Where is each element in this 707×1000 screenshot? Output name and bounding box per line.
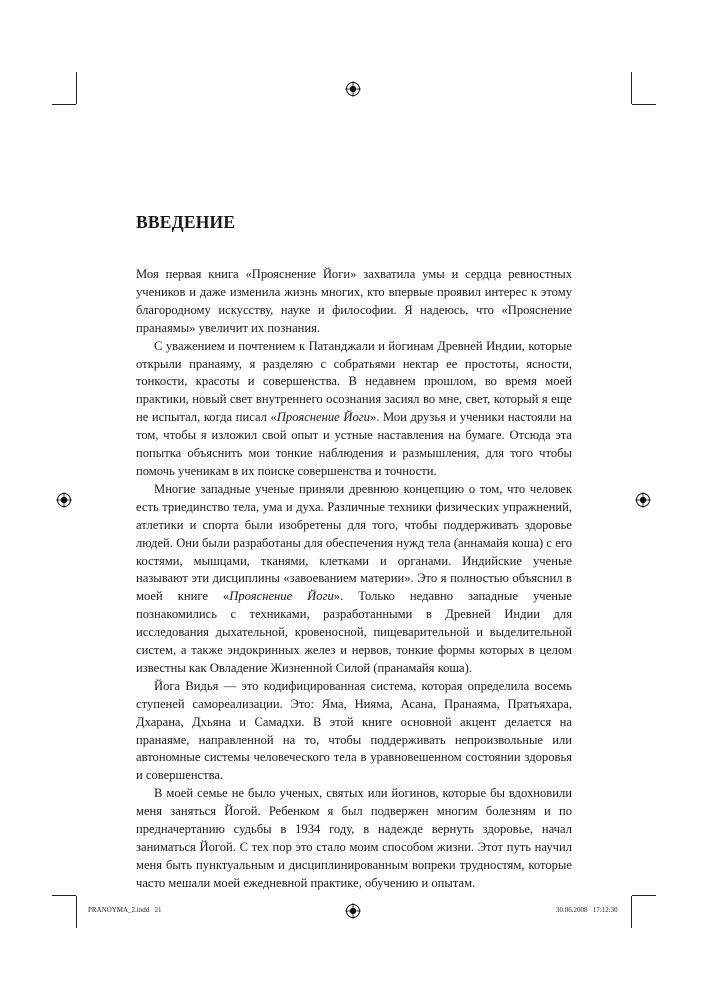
crop-mark [52, 895, 76, 896]
registration-mark-icon [635, 492, 651, 508]
crop-mark [76, 896, 77, 928]
paragraph [136, 678, 572, 785]
text-run: С уважением и почтением к Патанджали и йогинам Древней Индии, которые открыли пранаяму, я разделяю с собратьями нектар ее простоты, ясности, тонкости, красоты и совершенства. В недавнем прошлом, во время моей практики, новый свет внутреннего осознания засиял во мне, свет, который я еще не испытал, когда писал « [136, 338, 572, 425]
registration-mark-icon [345, 81, 361, 97]
crop-mark [76, 72, 77, 104]
paragraph [136, 481, 572, 678]
text-run: ». Только недавно западные ученые познакомились с техниками, разработанными в Древней Индии для исследования дыхательной, кровеносной, пищеварительной и выделительной систем, а также эндокринных желез и нервов, тонкие формы которых в целом известны как Овладение Жизненной Силой (пранамайя коша). [136, 589, 572, 675]
registration-mark-icon [56, 492, 72, 508]
text-run: Йога Видья — это кодифицированная система, которая определила восемь ступеней самореализации. Это: Яма, Нияма, Асана, Пранаяма, Пратьяхара, Дхарана, Дхьяна и Самадхи. В этой книге основной акцент делается на пранаяме, направленной на то, чтобы поддерживать непроизвольные или автономные системы человеческого тела в уравновешенном состоянии здоровья и совершенства. [136, 678, 572, 783]
crop-mark [631, 896, 632, 928]
text-run: Многие западные ученые приняли древнюю концепцию о том, что человек есть триединство тела, ума и духа. Различные техники физических упражнений, атлетики и спорта были изобретены для того, чтобы поддерживать здоровье людей. Они были разработаны для обеспечения нужд тела (аннамайя коша) с его костями, мышцами, тканями, клетками и органами. Индийские ученые называют эти дисциплины «завоеванием материи». Это я полностью объяснил в моей книге « [136, 481, 572, 604]
crop-mark [52, 104, 76, 105]
paragraph [136, 266, 572, 338]
text-run: Моя первая книга «Прояснение Йоги» захватила умы и сердца ревностных учеников и даже изменила жизнь многих, кто впервые проявил интерес к этому благородному искусству, науке и философии. Я надеюсь, что «Прояснение пранаямы» увеличит их познания. [136, 267, 572, 335]
slug-file-info: PRANOYMA_2.indd 21 [88, 906, 162, 914]
book-title-italic: Прояснение Йоги [229, 589, 334, 604]
body-text [136, 266, 572, 893]
text-run: В моей семье не было ученых, святых или йогинов, которые бы вдохновили меня заняться Йогой. Ребенком я был подвержен многим болезням и по предначертанию судьбы в 1934 году, в надежде вернуть здоровье, начал заниматься Йогой. С тех пор это стало моим способом жизни. Этот путь научил меня быть пунктуальным и дисциплинированным вопреки трудностям, которые часто мешали моей ежедневной практике, обучению и опытам. [136, 786, 572, 890]
paragraph [136, 338, 572, 481]
slug-timestamp: 30.06.2008 17:12:30 [556, 906, 618, 914]
crop-mark [632, 895, 656, 896]
paragraph [136, 785, 572, 892]
page-title: ВВЕДЕНИЕ [136, 212, 236, 232]
crop-mark [631, 72, 632, 104]
registration-mark-icon [345, 903, 361, 919]
text-run: ». Мои друзья и ученики настояли на том, чтобы я изложил свой опыт и устные наставления на бумаге. Отсюда эта попытка объяснить мои тонкие наблюдения и размышления, для того чтобы помочь ученикам в их поиске совершенства и точности. [136, 410, 572, 478]
crop-mark [632, 104, 656, 105]
book-title-italic: Прояснение Йоги [276, 410, 370, 425]
